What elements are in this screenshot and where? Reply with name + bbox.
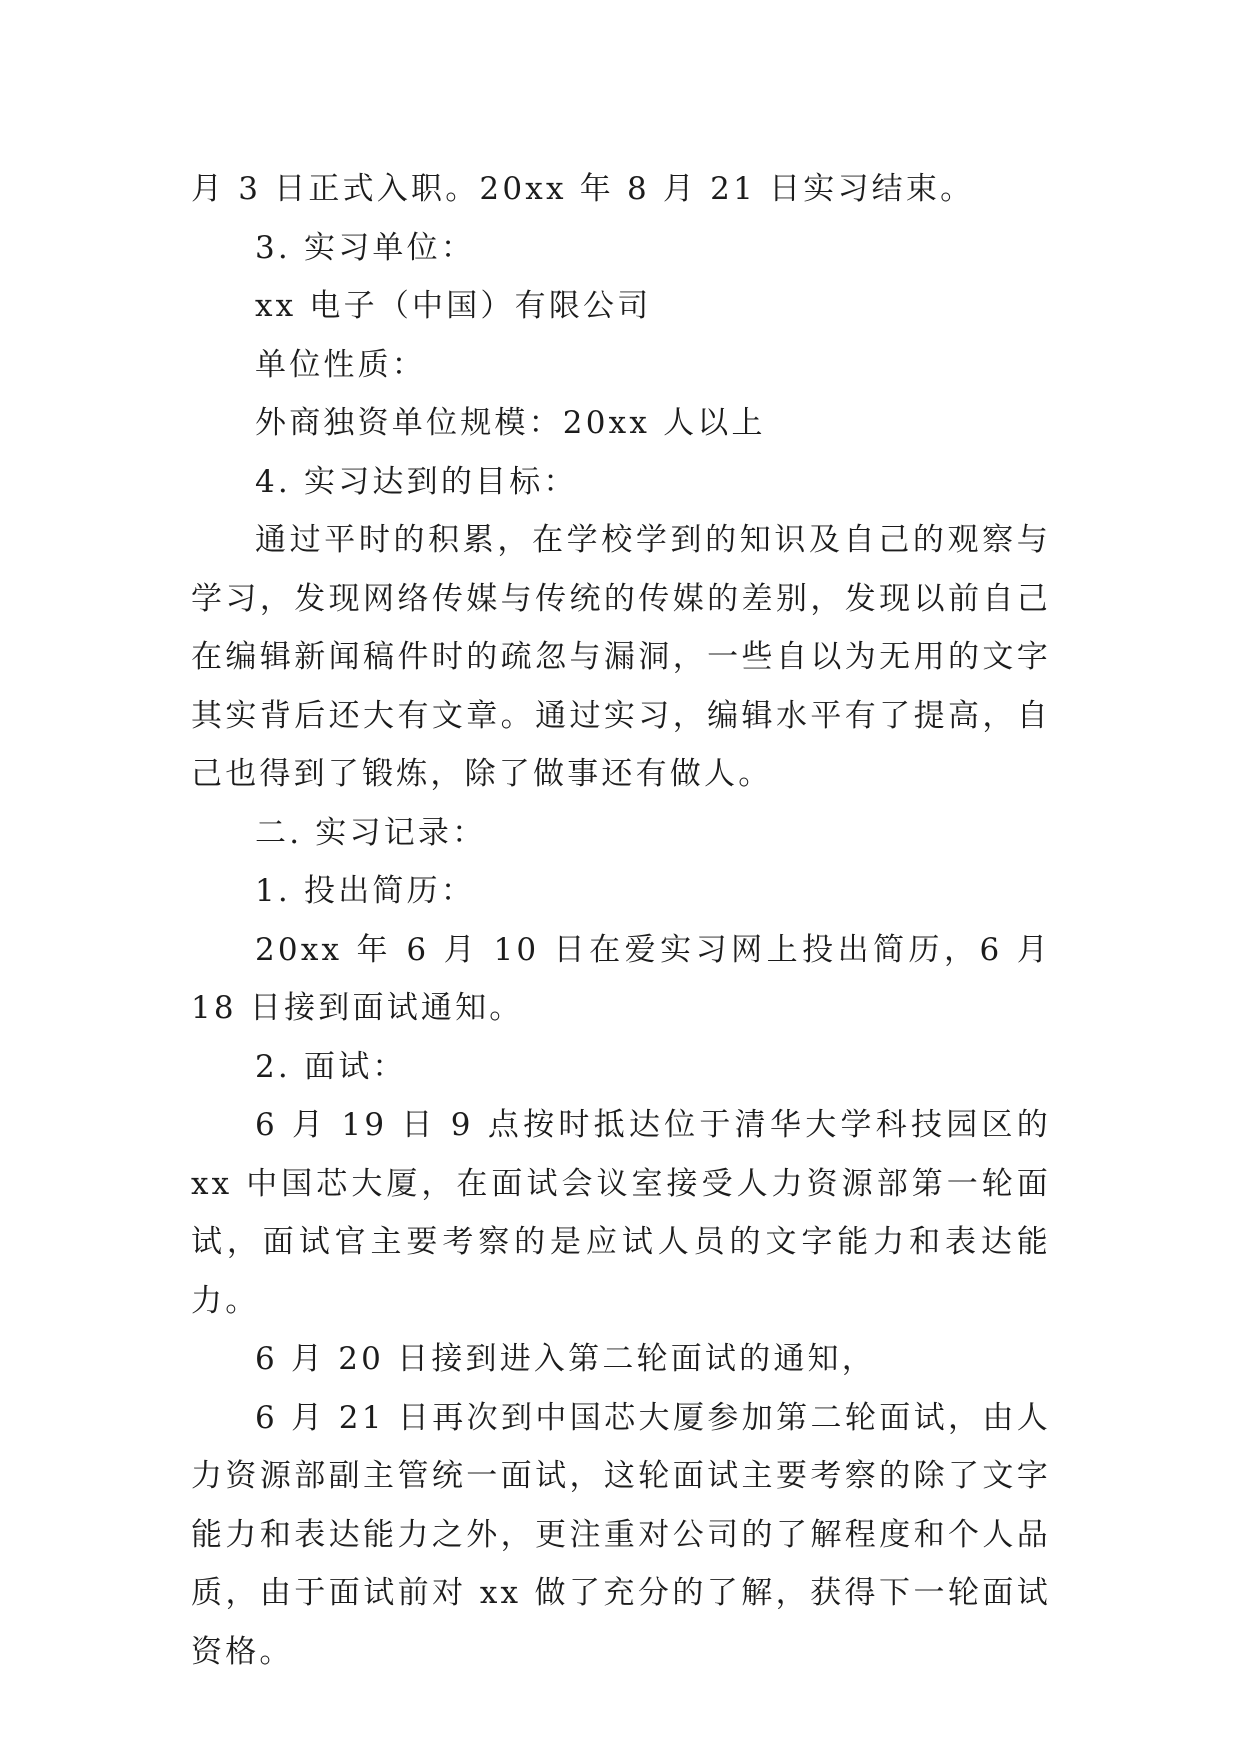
document-body [191, 160, 1051, 1681]
paragraph-second-interview: 6 月 21 日再次到中国芯大厦参加第二轮面试，由人力资源部副主管统一面试，这轮面试主要考察的除了文字能力和表达能力之外，更注重对公司的了解程度和个人品质，由于面试前对 xx 做了充分的了解，获得下一轮面试资格。 [191, 1399, 1051, 1670]
paragraph-resume: 20xx 年 6 月 10 日在爱实习网上投出简历，6 月 18 日接到面试通知。 [191, 931, 1051, 1026]
unit-nature-scale: 外商独资单位规模：20xx 人以上 [255, 405, 766, 441]
heading-internship-unit: 3. 实习单位： [255, 229, 476, 266]
paragraph-second-notice: 6 月 20 日接到进入第二轮面试的通知， [255, 1341, 876, 1377]
company-name: xx 电子（中国）有限公司 [255, 288, 652, 324]
heading-interview: 2. 面试： [255, 1048, 407, 1085]
heading-internship-goals: 4. 实习达到的目标： [255, 463, 578, 500]
heading-internship-record: 二. 实习记录： [255, 814, 487, 851]
heading-unit-nature: 单位性质： [255, 346, 426, 383]
paragraph-first-interview: 6 月 19 日 9 点按时抵达位于清华大学科技园区的 xx 中国芯大厦，在面试会议室接受人力资源部第一轮面试，面试官主要考察的是应试人员的文字能力和表达能力。 [191, 1107, 1051, 1319]
heading-submit-resume: 1. 投出简历： [255, 873, 476, 909]
paragraph-continuation: 月 3 日正式入职。20xx 年 8 月 21 日实习结束。 [191, 171, 975, 207]
paragraph-goals: 通过平时的积累，在学校学到的知识及自己的观察与学习，发现网络传媒与传统的传媒的差别，发现以前自己在编辑新闻稿件时的疏忽与漏洞，一些自以为无用的文字其实背后还大有文章。通过实习，编辑水平有了提高，自己也得到了锻炼，除了做事还有做人。 [191, 522, 1051, 792]
